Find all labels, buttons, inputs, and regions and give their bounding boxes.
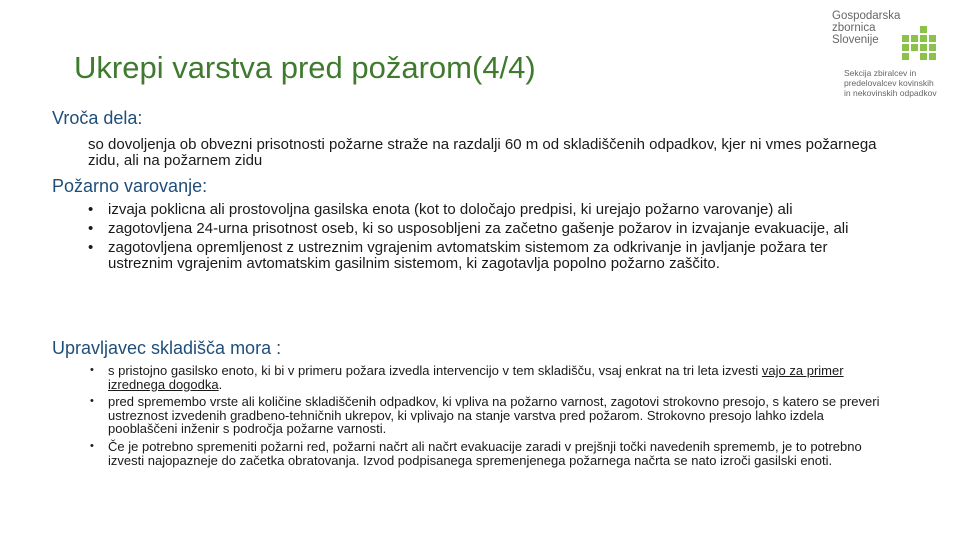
operator-list — [86, 364, 886, 471]
logo-subtitle: Sekcija zbiralcev in predelovalcev kovinskih in nekovinskih odpadkov — [844, 68, 937, 98]
list-item: • s pristojno gasilsko enoto, ki bi v primeru požara izvedla intervencijo v tem skladišču, vsaj enkrat na tri leta izvesti vajo za primer izrednega dogodka. — [86, 364, 886, 391]
section-heading-hot-work: Vroča dela: — [52, 108, 143, 128]
logo-name: Gospodarska zbornica Slovenije — [832, 10, 901, 46]
list-item: • zagotovljena 24-urna prisotnost oseb, ki so usposobljeni za začetno gašenje požarov in izvajanje evakuacije, ali — [86, 221, 896, 237]
slide-title: Ukrepi varstva pred požarom(4/4) — [74, 50, 536, 85]
fire-protection-list — [86, 202, 896, 275]
hot-work-text: so dovoljenja ob obvezni prisotnosti požarne straže na razdalji 60 m od skladiščenih odpadkov, kjer ni vmes požarnega zidu, ali na požarnem zidu — [88, 136, 877, 169]
list-item: • izvaja poklicna ali prostovoljna gasilska enota (kot to določajo predpisi, ki urejajo požarno varovanje) ali — [86, 202, 896, 218]
list-item: • pred spremembo vrste ali količine skladiščenih odpadkov, ki vpliva na požarno varnost, zagotovi strokovno presojo, s katero se preveri ustreznost izvedenih gradbeno-tehničnih ukrepov, ki vplivajo na stanje varstva pred požarom. Strokovno presojo lahko izdela pooblaščeni inženir s področja požarne varnosti. — [86, 395, 886, 436]
list-item: • Če je potrebno spremeniti požarni red, požarni načrt ali načrt evakuacije zaradi v prejšnji točki navedenih sprememb, je to potrebno izvesti najopazneje do začetka obratovanja. Izvod podpisanega spremenjenega požarnega načrta se nato izroči gasilski enoti. — [86, 440, 886, 467]
section-heading-operator: Upravljavec skladišča mora : — [52, 338, 282, 358]
list-item: • zagotovljena opremljenost z ustreznim vgrajenim avtomatskim sistemom za odkrivanje in javljanje požara ter ustreznim vgrajenim avtomatskim gasilnim sistemom, ki zagotavlja popolno požarno zaščito. — [86, 240, 896, 272]
logo-grid-icon — [902, 26, 936, 60]
section-heading-fire-protection: Požarno varovanje: — [52, 176, 208, 196]
chamber-logo — [832, 10, 952, 98]
drill-emphasis: vajo za primer izrednega dogodka — [108, 363, 844, 392]
